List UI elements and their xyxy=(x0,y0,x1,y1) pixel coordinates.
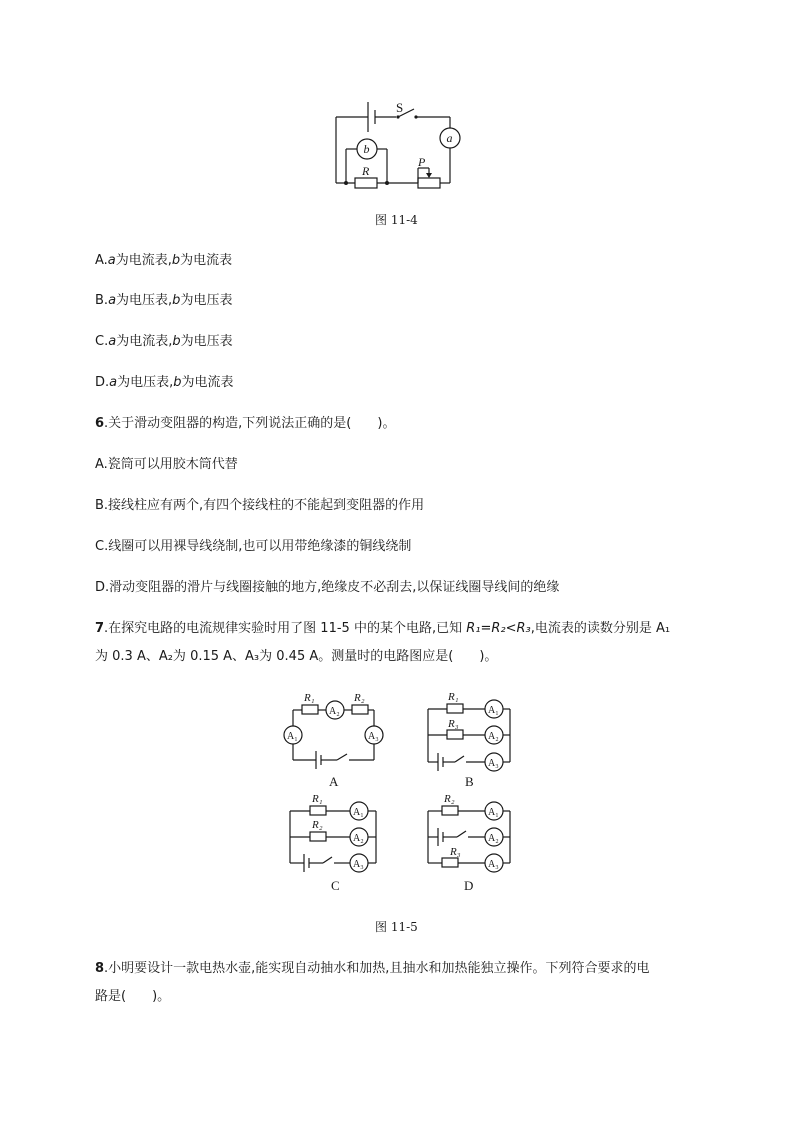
resistor-label-r: R xyxy=(362,164,370,178)
circuit-a xyxy=(284,692,383,789)
q7-stem-line2: 为 0.3 A、A₂为 0.15 A、A₃为 0.45 A。测量时的电路图应是( )。 xyxy=(95,649,498,664)
q8-stem-line2: 路是( )。 xyxy=(95,989,171,1004)
circuit-b-r1: R₁ xyxy=(448,691,459,703)
circuit-a-meter-a2: A₂ xyxy=(329,706,340,717)
circuit-d-meter-a1: A₁ xyxy=(488,807,499,818)
q7-stem-line1: 7.在探究电路的电流规律实验时用了图 11-5 中的某个电路,已知 R₁=R₂<R₃,电流表的读数分别是 A₁ xyxy=(95,621,671,636)
figure-11-4-caption: 图 11-4 xyxy=(375,213,418,227)
circuit-c-meter-a2: A₂ xyxy=(353,833,364,844)
circuit-b-meter-a3: A₃ xyxy=(488,758,499,769)
meter-a-label: a xyxy=(446,131,453,145)
circuit-d-meter-a2: A₂ xyxy=(488,833,499,844)
q6-stem: 6.关于滑动变阻器的构造,下列说法正确的是( )。 xyxy=(95,416,396,431)
circuit-c-label: C xyxy=(331,878,340,893)
circuit-d-label: D xyxy=(464,878,474,893)
circuit-c xyxy=(290,793,376,893)
circuit-c-r2: R₂ xyxy=(312,819,323,831)
q5-option-a[interactable]: A.a为电流表,b为电流表 xyxy=(95,253,233,268)
circuit-b-r3: R₃ xyxy=(448,718,459,730)
q6-option-d[interactable]: D.滑动变阻器的滑片与线圈接触的地方,绝缘皮不必刮去,以保证线圈导线间的绝缘 xyxy=(95,580,560,595)
figure-11-5-caption: 图 11-5 xyxy=(375,920,418,934)
q5-option-b[interactable]: B.a为电压表,b为电压表 xyxy=(95,293,233,308)
circuit-a-label: A xyxy=(329,774,339,789)
circuit-d-r2: R₂ xyxy=(444,793,455,805)
circuit-b xyxy=(428,691,510,789)
circuit-d-meter-a3: A₃ xyxy=(488,859,499,870)
q6-option-a[interactable]: A.瓷筒可以用胶木筒代替 xyxy=(95,457,238,472)
circuit-b-meter-a1: A₁ xyxy=(488,705,499,716)
circuit-c-r1: R₁ xyxy=(312,793,323,805)
q8-stem-line1: 8.小明要设计一款电热水壶,能实现自动抽水和加热,且抽水和加热能独立操作。下列符合要求的电 xyxy=(95,961,650,976)
circuit-c-meter-a3: A₃ xyxy=(353,859,364,870)
circuit-d xyxy=(428,793,510,893)
circuit-c-meter-a1: A₁ xyxy=(353,807,364,818)
q5-option-c[interactable]: C.a为电流表,b为电压表 xyxy=(95,334,233,349)
circuit-b-label: B xyxy=(465,774,474,789)
q6-option-b[interactable]: B.接线柱应有两个,有四个接线柱的不能起到变阻器的作用 xyxy=(95,498,425,513)
q6-option-c[interactable]: C.线圈可以用裸导线绕制,也可以用带绝缘漆的铜线绕制 xyxy=(95,539,412,554)
q5-option-d[interactable]: D.a为电压表,b为电流表 xyxy=(95,375,234,390)
switch-label-s: S xyxy=(396,100,404,115)
meter-b-label: b xyxy=(363,142,370,156)
slider-label-p: P xyxy=(418,155,426,169)
circuit-b-meter-a2: A₂ xyxy=(488,731,499,742)
circuit-a-r2: R₂ xyxy=(354,692,365,704)
circuit-a-meter-a3: A₃ xyxy=(368,731,379,742)
circuit-d-r3: R₃ xyxy=(450,846,461,858)
circuit-a-meter-a1: A₁ xyxy=(287,731,298,742)
circuit-a-r1: R₁ xyxy=(304,692,315,704)
